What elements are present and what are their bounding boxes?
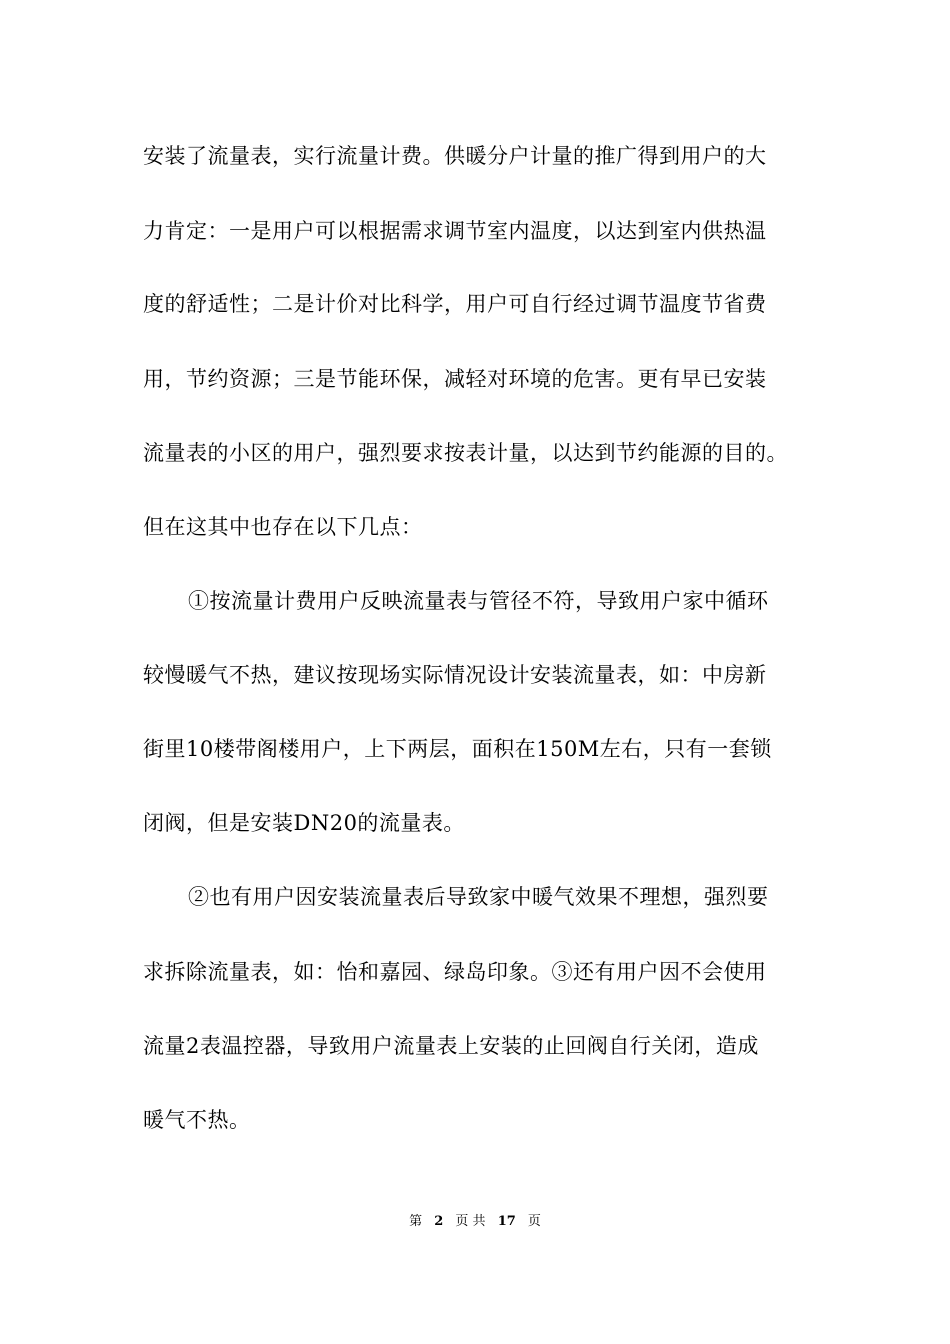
- footer-middle: 页 共: [455, 1214, 486, 1229]
- paragraph-line-3: 度的舒适性；二是计价对比科学，用户可自行经过调节温度节省费: [143, 292, 767, 316]
- footer-total-pages: 17: [497, 1214, 516, 1229]
- footer-current-page: 2: [434, 1214, 444, 1229]
- page-footer: [0, 1210, 950, 1229]
- paragraph-line-5: 流量表的小区的用户，强烈要求按表计量，以达到节约能源的目的。: [143, 441, 788, 465]
- paragraph-line-11: ②也有用户因安装流量表后导致家中暖气效果不理想，强烈要: [188, 885, 769, 909]
- paragraph-line-12: 求拆除流量表，如：怡和嘉园、绿岛印象。③还有用户因不会使用: [143, 960, 767, 984]
- paragraph-line-6: 但在这其中也存在以下几点：: [143, 515, 423, 539]
- paragraph-line-13: 流量2表温控器，导致用户流量表上安装的止回阀自行关闭，造成: [143, 1034, 759, 1058]
- paragraph-line-7: ①按流量计费用户反映流量表与管径不符，导致用户家中循环: [188, 589, 769, 613]
- paragraph-line-14: 暖气不热。: [143, 1108, 251, 1132]
- paragraph-line-8: 较慢暖气不热，建议按现场实际情况设计安装流量表，如：中房新: [143, 663, 767, 687]
- paragraph-line-2: 力肯定：一是用户可以根据需求调节室内温度，以达到室内供热温: [143, 219, 767, 243]
- paragraph-line-9: 街里10楼带阁楼用户，上下两层，面积在150M左右，只有一套锁: [143, 737, 772, 761]
- paragraph-line-1: 安装了流量表，实行流量计费。供暖分户计量的推广得到用户的大: [143, 144, 767, 168]
- footer-prefix: 第: [409, 1214, 423, 1229]
- paragraph-line-4: 用，节约资源；三是节能环保，减轻对环境的危害。更有早已安装: [143, 367, 767, 391]
- paragraph-line-10: 闭阀，但是安装DN20的流量表。: [143, 811, 465, 835]
- footer-suffix: 页: [527, 1214, 541, 1229]
